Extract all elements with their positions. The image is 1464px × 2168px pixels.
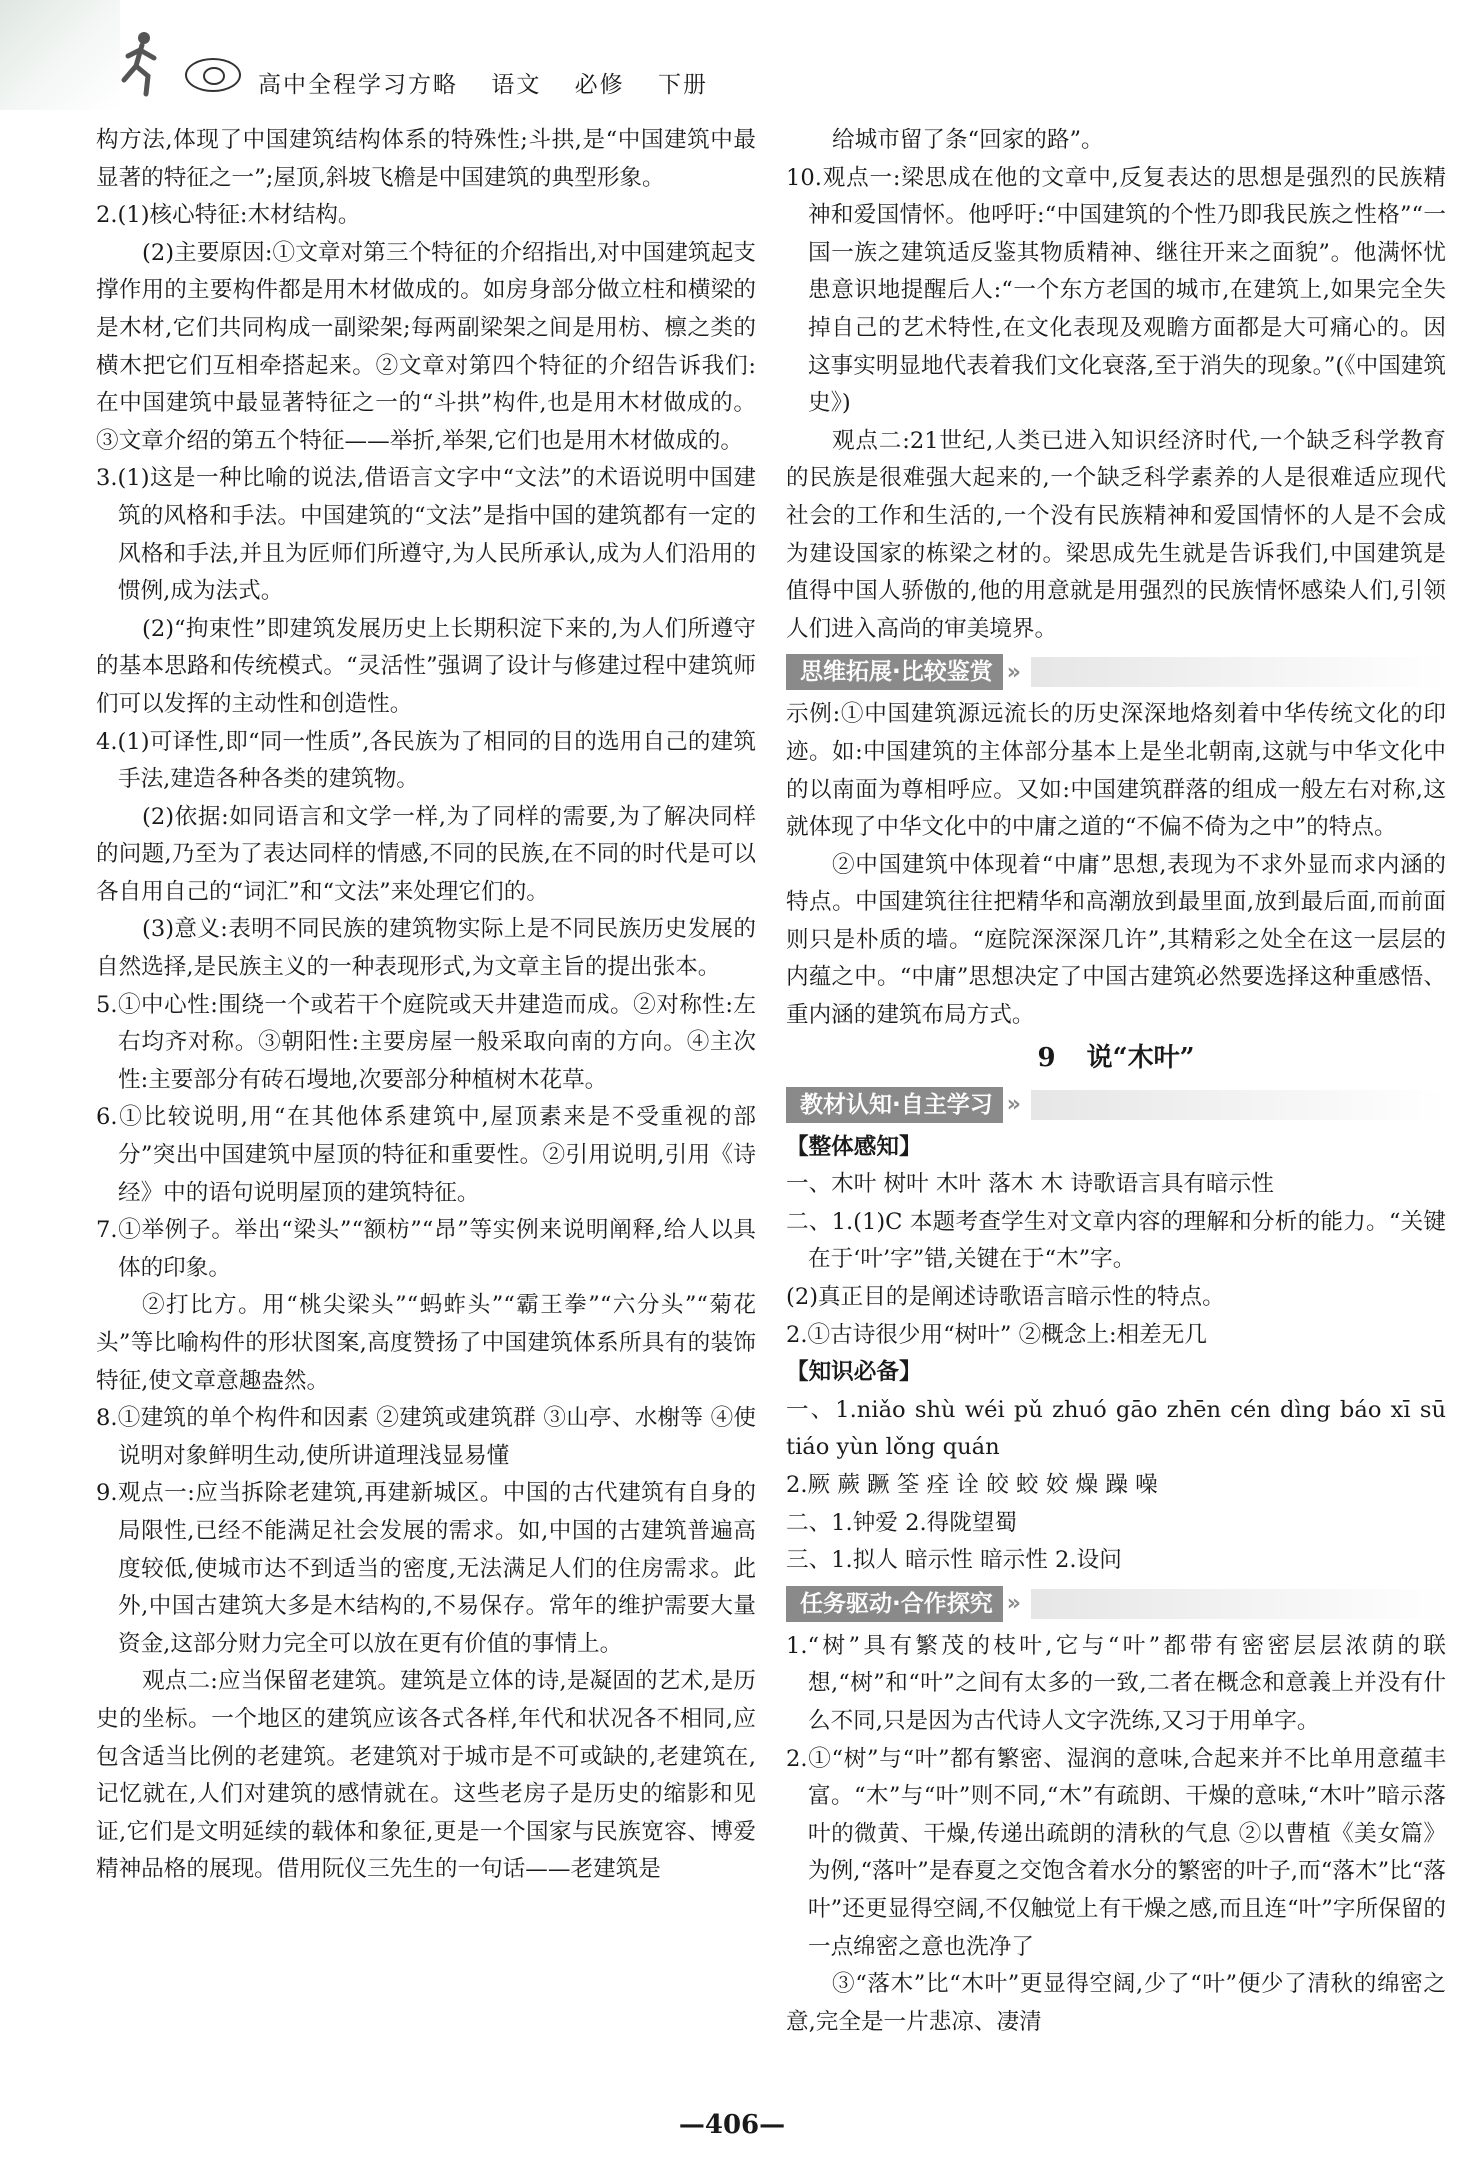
right-column	[786, 122, 1446, 2041]
overall-answers	[786, 1166, 1446, 1354]
double-chevron-icon: »	[1006, 659, 1021, 685]
banner-fade	[1031, 1090, 1446, 1120]
paragraph: 1.“树”具有繁茂的枝叶,它与“叶”都带有密密层层浓荫的联想,“树”和“叶”之间有太多的一致,二者在概念和意義上并没有什么不同,只是因为古代诗人文字洗练,又习于用单字。	[786, 1632, 1446, 1734]
comparison-answer	[786, 696, 1446, 1034]
paragraph: 10.观点一:梁思成在他的文章中,反复表达的思想是强烈的民族精神和爱国情怀。他呼吁:“中国建筑的个性乃即我民族之性格”“一国一族之建筑适反鉴其物质精神、继往开来之面貌”。他满怀忧患意识地提醒后人:“一个东方老国的城市,在建筑上,如果完全失掉自己的艺术特性,在文化表现及观瞻方面都是大可痛心的。因这事实明显地代表着我们文化衰落,至于消失的现象。”(《中国建筑史》)	[786, 164, 1446, 417]
runner-icon	[110, 30, 168, 100]
paragraph: 一、1.niǎo shù wéi pǔ zhuó gāo zhēn cén dìng báo xī sū tiáo yùn lǒng quán	[786, 1396, 1446, 1461]
paragraph: 给城市留了条“回家的路”。	[832, 127, 1104, 153]
paragraph: (2)依据:如同语言和文学一样,为了同样的需要,为了解决同样的问题,乃至为了表达同样的情感,不同的民族,在不同的时代是可以各自用自己的“词汇”和“文法”来处理它们的。	[96, 803, 756, 905]
course-type: 必修	[574, 72, 625, 98]
section-banner-thinking	[786, 654, 1446, 690]
banner-fade	[1031, 1589, 1446, 1619]
knowledge-answers	[786, 1392, 1446, 1580]
paragraph: 6.①比较说明,用“在其他体系建筑中,屋顶素来是不受重视的部分”突出中国建筑中屋顶的特征和重要性。②引用说明,引用《诗经》中的语句说明屋顶的建筑特征。	[96, 1104, 756, 1206]
paragraph: 一、木叶 树叶 木叶 落木 木 诗歌语言具有暗示性	[786, 1171, 1274, 1198]
banner-label: 思维拓展·比较鉴赏	[786, 654, 1003, 690]
paragraph: 2.①“树”与“叶”都有繁密、湿润的意味,合起来并不比单用意蕴丰富。“木”与“叶”则不同,“木”有疏朗、干燥的意味,“木叶”暗示落叶的微黄、干燥,传递出疏朗的清秋的气息 ②以曹植《美女篇》为例,“落叶”是春夏之交饱含着水分的繁密的叶子,而“落木”比“落叶”还更显得空阔,不仅触觉上有干燥之感,而且连“叶”字所保留的一点绵密之意也洗净了	[786, 1745, 1446, 1960]
paragraph: 7.①举例子。举出“梁头”“额枋”“昂”等实例来说明阐释,给人以具体的印象。	[96, 1217, 756, 1281]
paragraph: (2)真正目的是阐述诗歌语言暗示性的特点。	[786, 1284, 1225, 1311]
publisher-logo	[185, 58, 241, 92]
paragraph: 2.(1)核心特征:木材结构。	[96, 202, 361, 229]
lesson-number: 9	[1037, 1042, 1056, 1073]
paragraph: 9.观点一:应当拆除老建筑,再建新城区。中国的古代建筑有自身的局限性,已经不能满足社会发展的需求。如,中国的古建筑普遍高度较低,使城市达不到适当的密度,无法满足人们的住房需求。此外,中国古建筑大多是木结构的,不易保存。常年的维护需要大量资金,这部分财力完全可以放在更有价值的事情上。	[96, 1480, 756, 1657]
banner-label: 教材认知·自主学习	[786, 1087, 1003, 1123]
paragraph: 三、1.拟人 暗示性 暗示性 2.设问	[786, 1547, 1122, 1574]
banner-label: 任务驱动·合作探究	[786, 1586, 1003, 1622]
paragraph: 5.①中心性:围绕一个或若干个庭院或天井建造而成。②对称性:左右均齐对称。③朝阳性:主要房屋一般采取向南的方向。④主次性:主要部分有砖石墁地,次要部分种植树木花草。	[96, 991, 756, 1093]
section-banner-textbook	[786, 1087, 1446, 1123]
subheading-overall: 【整体感知】	[786, 1133, 922, 1160]
paragraph: ③“落木”比“木叶”更显得空阔,少了“叶”便少了清秋的绵密之意,完全是一片悲凉、凄清	[786, 1971, 1446, 2035]
banner-fade	[1031, 657, 1446, 687]
volume: 下册	[657, 72, 708, 98]
paragraph: 二、1.(1)C 本题考查学生对文章内容的理解和分析的能力。“关键在于‘叶’字”错,关键在于“木”字。	[786, 1208, 1446, 1273]
answers-9-10	[786, 122, 1446, 648]
page-header	[0, 0, 1464, 110]
task-answers	[786, 1628, 1446, 2042]
lesson-name: 说“木叶”	[1086, 1042, 1195, 1073]
subject: 语文	[491, 72, 542, 98]
left-column	[96, 122, 756, 1889]
paragraph: 观点二:应当保留老建筑。建筑是立体的诗,是凝固的艺术,是历史的坐标。一个地区的建筑应该各式各样,年代和状况各不相同,应包含适当比例的老建筑。老建筑对于城市是不可或缺的,老建筑在,记忆就在,人们对建筑的感情就在。这些老房子是历史的缩影和见证,它们是文明延续的载体和象征,更是一个国家与民族宽容、博爱精神品格的展现。借用阮仪三先生的一句话——老建筑是	[96, 1668, 756, 1883]
section-banner-task	[786, 1586, 1446, 1622]
paragraph: (3)意义:表明不同民族的建筑物实际上是不同民族历史发展的自然选择,是民族主义的一种表现形式,为文章主旨的提出张本。	[96, 916, 756, 981]
paragraph: 观点二:21世纪,人类已进入知识经济时代,一个缺乏科学教育的民族是很难强大起来的,一个缺乏科学素养的人是很难适应现代社会的工作和生活的,一个没有民族精神和爱国情怀的人是不会成为建设国家的栋梁之材的。梁思成先生就是告诉我们,中国建筑是值得中国人骄傲的,他的用意就是用强烈的民族情怀感染人们,引领人们进入高尚的审美境界。	[786, 427, 1446, 642]
paragraph: ②中国建筑中体现着“中庸”思想,表现为不求外显而求内涵的特点。中国建筑往往把精华和高潮放到最里面,放到最后面,而前面则只是朴质的墙。“庭院深深深几许”,其精彩之处全在这一层层的内蕴之中。“中庸”思想决定了中国古建筑必然要选择这种重感悟、重内涵的建筑布局方式。	[786, 851, 1446, 1029]
paragraph: 3.(1)这是一种比喻的说法,借语言文字中“文法”的术语说明中国建筑的风格和手法。中国建筑的“文法”是指中国的建筑都有一定的风格和手法,并且为匠师们所遵守,为人民所承认,成为人们沿用的惯例,成为法式。	[96, 465, 756, 605]
paragraph: (2)主要原因:①文章对第三个特征的介绍指出,对中国建筑起支撑作用的主要构件都是用木材做成的。如房身部分做立柱和横梁的是木材,它们共同构成一副梁架;每两副梁架之间是用枋、檩之类的横木把它们互相牵搭起来。②文章对第四个特征的介绍告诉我们:在中国建筑中最显著特征之一的“斗拱”构件,也是用木材做成的。③文章介绍的第五个特征——举折,举架,它们也是用木材做成的。	[96, 239, 756, 454]
paragraph: 2.厥 蕨 蹶 筌 痊 诠 皎 蛟 姣 燥 躁 噪	[786, 1472, 1158, 1498]
double-chevron-icon: »	[1006, 1590, 1021, 1616]
running-title	[258, 66, 732, 99]
subheading-knowledge: 【知识必备】	[786, 1359, 922, 1386]
paragraph: 二、1.钟爱 2.得陇望蜀	[786, 1509, 1018, 1536]
paragraph: 示例:①中国建筑源远流长的历史深深地烙刻着中华传统文化的印迹。如:中国建筑的主体部分基本上是坐北朝南,这就与中华文化中的以南面为尊相呼应。又如:中国建筑群落的组成一般左右对称,这就体现了中华文化中的中庸之道的“不偏不倚为之中”的特点。	[786, 701, 1446, 841]
paragraph: 构方法,体现了中国建筑结构体系的特殊性;斗拱,是“中国建筑中最显著的特征之一”;屋顶,斜坡飞檐是中国建筑的典型形象。	[96, 127, 756, 191]
paragraph: (2)“拘束性”即建筑发展历史上长期积淀下来的,为人们所遵守的基本思路和传统模式。“灵活性”强调了设计与修建过程中建筑师们可以发挥的主动性和创造性。	[96, 615, 756, 717]
double-chevron-icon: »	[1006, 1091, 1021, 1117]
header-decoration	[0, 0, 120, 110]
paragraph: 8.①建筑的单个构件和因素 ②建筑或建筑群 ③山亭、水榭等 ④使说明对象鲜明生动,使所讲道理浅显易懂	[96, 1405, 756, 1469]
lesson-title	[786, 1035, 1446, 1081]
paragraph: 2.①古诗很少用“树叶” ②概念上:相差无几	[786, 1321, 1207, 1348]
book-title: 高中全程学习方略	[258, 72, 458, 98]
paragraph: ②打比方。用“桃尖梁头”“蚂蚱头”“霸王拳”“六分头”“菊花头”等比喻构件的形状图案,高度赞扬了中国建筑体系所具有的装饰特征,使文章意趣盎然。	[96, 1292, 756, 1394]
paragraph: 4.(1)可译性,即“同一性质”,各民族为了相同的目的选用自己的建筑手法,建造各种各类的建筑物。	[96, 728, 756, 793]
page-number: —406—	[678, 2110, 786, 2140]
